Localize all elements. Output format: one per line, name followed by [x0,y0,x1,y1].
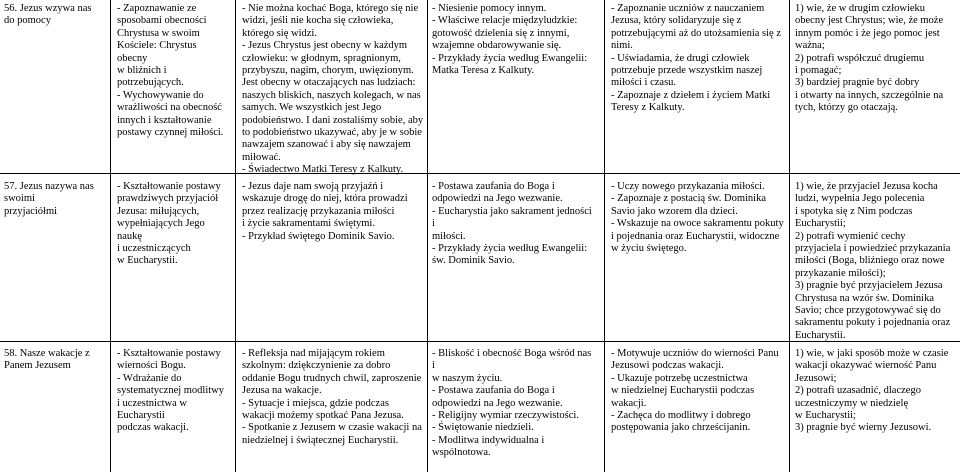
column-divider [789,0,790,472]
lesson-contents: - Kształtowanie postawy wierności Bogu. - Wdrażanie do systematycznej modlitwy i uczestnictwa w Eucharystii podczas wakacji. [117,348,225,434]
lesson-number-title: 56. Jezus wzywa nas do pomocy [4,3,92,27]
column-divider [235,0,236,472]
row-divider [0,173,960,174]
lesson-column-4: - Niesienie pomocy innym. - Właściwe relacje międzyludzkie: gotowość dzielenia się z innymi, wzajemne obdarowywanie się. - Przykłady życia według Ewangelii: Matka Teresa z Kalkuty. [432,3,588,77]
lesson-column-6: 1) wie, w jaki sposób może w czasie wakacji okazywać wierność Panu Jezusowi; 2) potrafi uzasadnić, dlaczego uczestniczymy w niedzielę w Eucharystii; 3) pragnie być wierny Jezusowi. [795,348,949,434]
column-divider [110,0,111,472]
column-divider [604,0,605,472]
lesson-column-5: - Motywuje uczniów do wierności Panu Jezusowi podczas wakacji. - Ukazuje potrzebę uczestnictwa w niedzielnej Eucharystii podczas wakacji. - Zachęca do modlitwy i dobrego postępowania jako chrześcijanin. [611,348,779,434]
lesson-column-6: 1) wie, że w drugim człowieku obecny jest Chrystus; wie, że może innym pomóc i że jego pomoc jest ważna; 2) potrafi współczuć drugiemu i pomagać; 3) bardziej pragnie być dobry i otwarty na innych, szczególnie na tych, którzy go otaczają. [795,3,944,114]
column-divider [427,0,428,472]
lesson-contents: - Kształtowanie postawy prawdziwych przyjaciół Jezusa: miłujących, wypełniających Jego naukę i uczestniczących w Eucharystii. [117,181,221,267]
lesson-column-3: - Nie można kochać Boga, którego się nie widzi, jeśli nie kocha się człowieka, którego się widzi. - Jezus Chrystus jest obecny w każdym człowieku: w głodnym, spragnionym, przybyszu, nagim, chorym, uwięzionym. Jest obecny w otaczających nas ludziach: naszych bliskich, naszych kolegach, w nas samych. We wszystkich jest Jego podobieństwo. I dani zostaliśmy sobie, aby to podobieństwo ukazywać, aby je w sobie nawzajem szanować i aby się nawzajem miłować. - Świadectwo Matki Teresy z Kalkuty. [242,3,424,176]
lesson-column-5: - Zapoznanie uczniów z nauczaniem Jezusa, który solidaryzuje się z potrzebującymi aż do utożsamienia się z nimi. - Uświadamia, że drugi człowiek potrzebuje przede wszystkim naszej miłości i czasu. - Zapoznaje z dziełem i życiem Matki Teresy z Kalkuty. [611,3,781,114]
lesson-number-title: 58. Nasze wakacje z Panem Jezusem [4,348,90,372]
lesson-column-5: - Uczy nowego przykazania miłości. - Zapoznaje z postacią św. Dominika Savio jako wzorem dla dzieci. - Wskazuje na owoce sakramentu pokuty i pojednania oraz Eucharystii, widoczne w życiu świętego. [611,181,784,255]
lesson-column-3: - Jezus daje nam swoją przyjaźń i wskazuje drogę do niej, która prowadzi przez realizację przykazania miłości i życie sakramentami świętymi. - Przykład świętego Dominik Savio. [242,181,408,242]
lesson-number-title: 57. Jezus nazywa nas swoimi przyjaciółmi [4,181,94,217]
lesson-column-4: - Postawa zaufania do Boga i odpowiedzi na Jego wezwanie. - Eucharystia jako sakrament jedności i miłości. - Przykłady życia według Ewangelii: św. Dominik Savio. [432,181,592,267]
lesson-column-4: - Bliskość i obecność Boga wśród nas i w naszym życiu. - Postawa zaufania do Boga i odpowiedzi na Jego wezwanie. - Religijny wymiar rzeczywistości. - Świętowanie niedzieli. - Modlitwa indywidualna i wspólnotowa. [432,348,592,459]
lesson-column-3: - Refleksja nad mijającym rokiem szkolnym: dziękczynienie za dobro oddanie Bogu trudnych chwil, zaproszenie Jezusa na wakacje. - Sytuacje i miejsca, gdzie podczas wakacji możemy spotkać Pana Jezusa. - Spotkanie z Jezusem w czasie wakacji na niedzielnej i świątecznej Eucharystii. [242,348,422,446]
lesson-column-6: 1) wie, że przyjaciel Jezusa kocha ludzi, wypełnia Jego polecenia i spotyka się z Nim podczas Eucharystii; 2) potrafi wymienić cechy przyjaciela i powiedzieć przykazania miłości (Boga, bliźniego oraz nowe przykazanie miłości); 3) pragnie być przyjacielem Jezusa Chrystusa na wzór św. Dominika Savio; chce przygotowywać się do sakramentu pokuty i pojednania oraz Eucharystii. [795,181,951,341]
lesson-contents: - Zapoznawanie ze sposobami obecności Chrystusa w swoim Kościele: Chrystus obecny w bliźnich i potrzebujących. - Wychowywanie do wrażliwości na obecność innych i kształtowanie postawy czynnej miłości. [117,3,224,139]
